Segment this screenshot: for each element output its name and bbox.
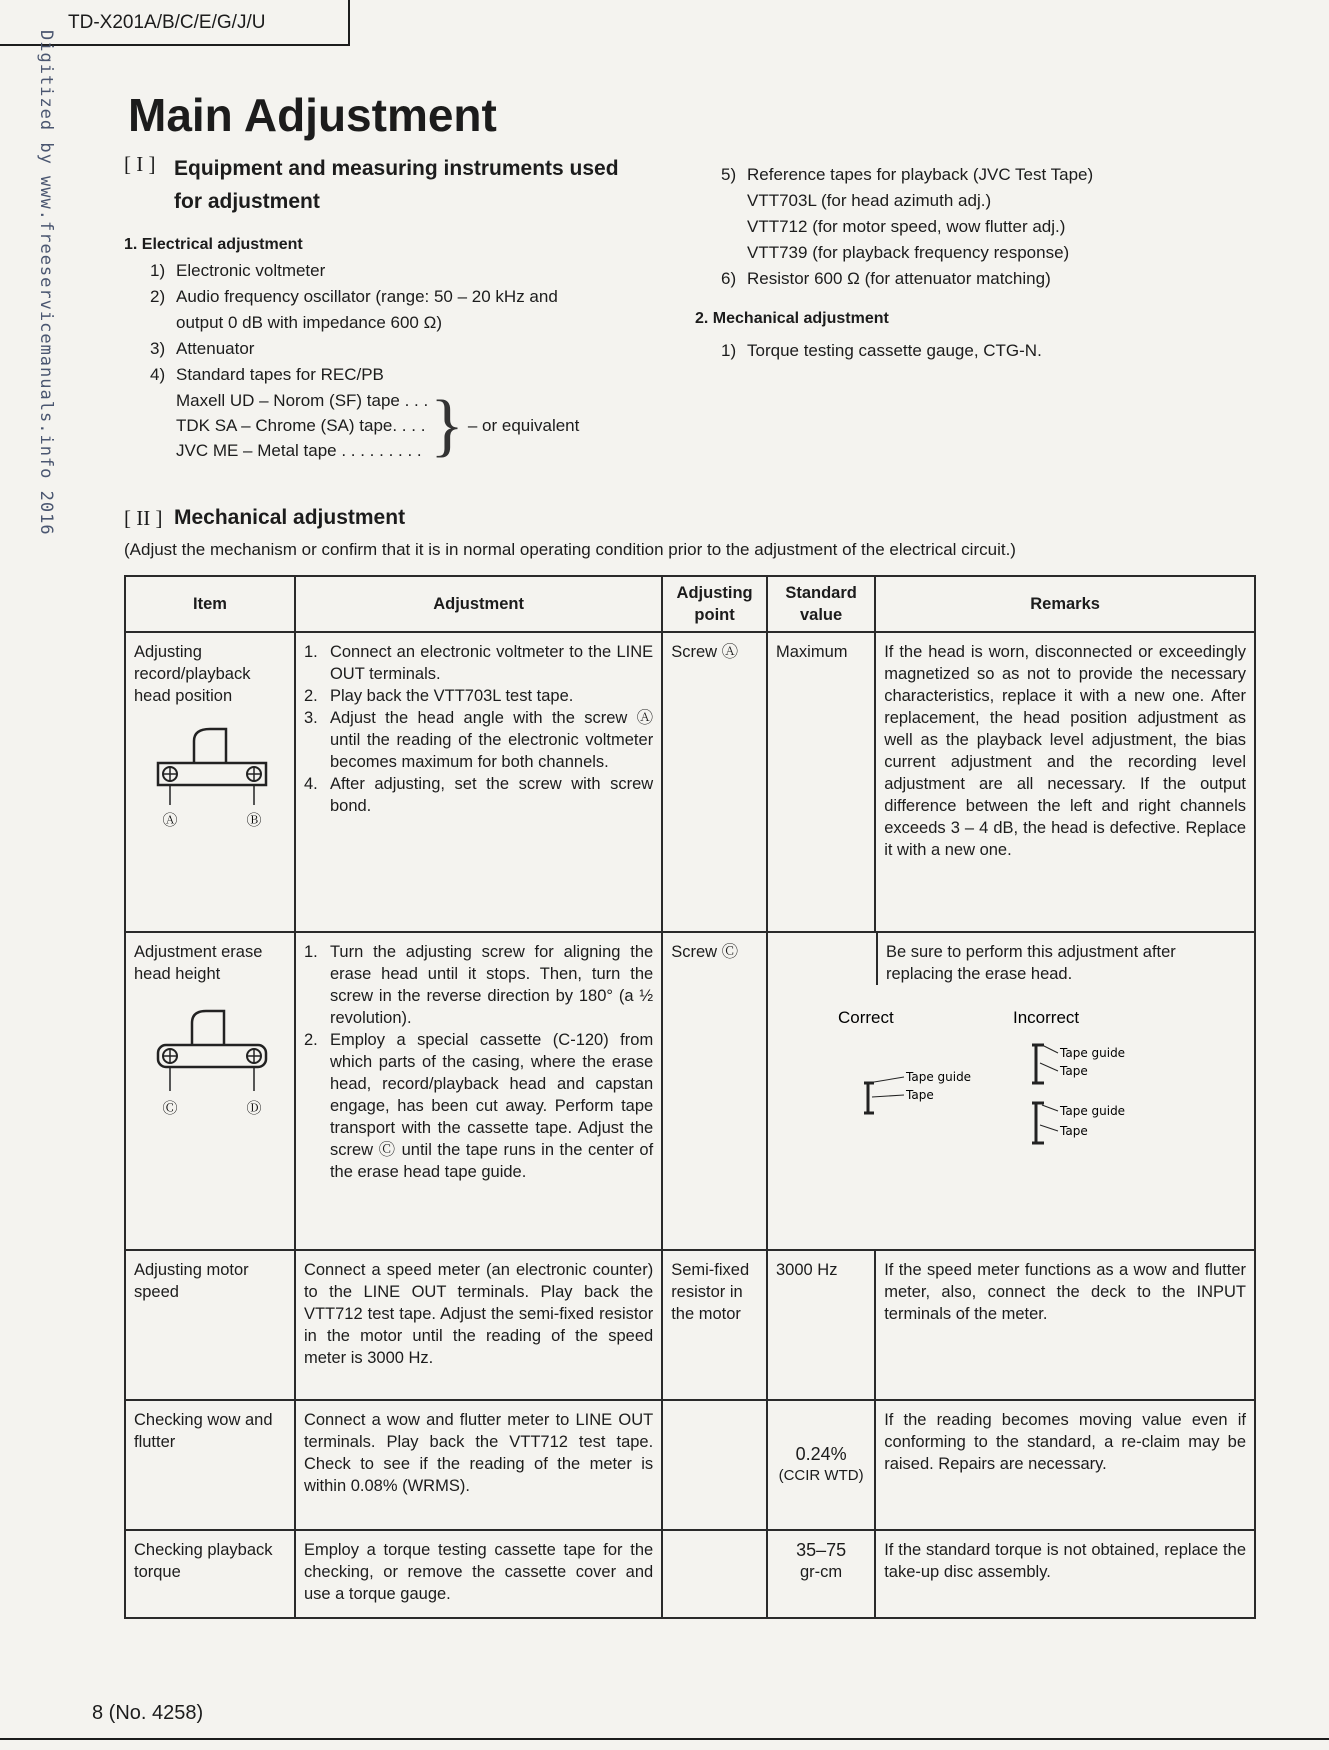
item-text: VTT712 (for motor speed, wow flutter adj.) bbox=[747, 217, 1066, 236]
table-row bbox=[125, 1400, 1255, 1530]
tape-guide-label: Tape guide bbox=[1059, 1104, 1126, 1118]
step: 2. Employ a special cassette (C-120) from which parts of the casing, where the erase head, record/playback head and capstan engage, has been cut away. Perform tape transport with the cassette tape. Adjust the screw Ⓒ until the tape runs in the center of the erase head tape guide. bbox=[303, 1031, 654, 1181]
section1-left bbox=[124, 152, 684, 463]
section1-heading bbox=[124, 152, 684, 218]
tape-guide-diagram bbox=[768, 993, 1254, 1223]
header-remarks: Remarks bbox=[875, 576, 1255, 632]
tape-label: Tape bbox=[905, 1088, 934, 1102]
item-continuation: output 0 dB with impedance 600 Ω) bbox=[176, 313, 442, 332]
item-number: 4) bbox=[150, 365, 166, 384]
list-item bbox=[721, 266, 1255, 292]
item-label: Adjustment erase head height bbox=[134, 943, 263, 983]
standard-cell: Maximum bbox=[767, 632, 875, 932]
point-cell: Screw Ⓒ bbox=[662, 932, 767, 1250]
item-number: 3) bbox=[150, 339, 166, 358]
section2-number: [ II ] bbox=[124, 506, 163, 530]
item-number: 1) bbox=[721, 341, 737, 360]
tape-label: Tape bbox=[1059, 1124, 1088, 1138]
table-row bbox=[125, 932, 1255, 1250]
erase-head-diagram bbox=[144, 1001, 284, 1131]
header-adjustment: Adjustment bbox=[295, 576, 662, 632]
adjustment-table bbox=[124, 575, 1256, 1619]
table-row bbox=[125, 632, 1255, 932]
item-text: Torque testing cassette gauge, CTG-N. bbox=[747, 341, 1042, 360]
screw-a-label: Ⓐ bbox=[162, 811, 178, 829]
list-item bbox=[150, 336, 684, 362]
standard-unit: gr-cm bbox=[800, 1563, 843, 1581]
mechanical-heading: 2. Mechanical adjustment bbox=[695, 310, 889, 327]
list-item bbox=[150, 362, 684, 388]
item-text: Standard tapes for REC/PB bbox=[176, 365, 384, 384]
correct-label: Correct bbox=[837, 1008, 894, 1027]
section1-right bbox=[695, 158, 1255, 364]
item-number: 1) bbox=[150, 261, 166, 280]
tape-jvc: JVC ME – Metal tape . . . . . . . . . bbox=[176, 441, 422, 460]
item-cell: Adjusting motor speed bbox=[125, 1250, 295, 1400]
adjustment-cell bbox=[295, 932, 662, 1250]
list-item bbox=[721, 162, 1255, 188]
standard-cell: 3000 Hz bbox=[767, 1250, 875, 1400]
step: 2. Play back the VTT703L test tape. bbox=[303, 687, 574, 705]
reference-list bbox=[695, 162, 1255, 364]
incorrect-label: Incorrect bbox=[1012, 1008, 1080, 1027]
section1-title: Equipment and measuring instruments used for adjustment bbox=[174, 157, 619, 213]
tape-maxell: Maxell UD – Norom (SF) tape . . . bbox=[176, 391, 429, 410]
standard-value: 0.24% bbox=[795, 1444, 847, 1464]
standard-cell bbox=[768, 933, 878, 985]
item-text: Audio frequency oscillator (range: 50 – 20 kHz and bbox=[176, 287, 558, 306]
header-point: Adjusting point bbox=[662, 576, 767, 632]
remarks-cell: Be sure to perform this adjustment after replacing the erase head. bbox=[885, 943, 1176, 983]
remarks-cell: If the reading becomes moving value even if conforming to the standard, a re-claim may be raised. Repairs are necessary. bbox=[875, 1400, 1255, 1530]
standard-cell bbox=[767, 1530, 875, 1618]
step: 1. Connect an electronic voltmeter to the LINE OUT terminals. bbox=[303, 643, 654, 683]
item-text: Reference tapes for playback (JVC Test Tape) bbox=[747, 165, 1094, 184]
tape-guide-label: Tape guide bbox=[1059, 1046, 1126, 1060]
list-item bbox=[150, 284, 684, 310]
section1-number: [ I ] bbox=[124, 152, 156, 176]
point-cell bbox=[662, 1400, 767, 1530]
table-header-row bbox=[125, 576, 1255, 632]
table-row bbox=[125, 1250, 1255, 1400]
tape-tdk: TDK SA – Chrome (SA) tape. . . . bbox=[176, 416, 426, 435]
tape-label: Tape bbox=[1059, 1064, 1088, 1078]
list-item bbox=[721, 338, 1255, 364]
adjustment-cell: Employ a torque testing cassette tape for the checking, or remove the cassette cover and use a torque gauge. bbox=[295, 1530, 662, 1618]
screw-b-label: Ⓑ bbox=[246, 811, 262, 829]
adjustment-cell: Connect a wow and flutter meter to LINE OUT terminals. Play back the VTT712 test tape. Check to see if the reading of the meter is within 0.08% (WRMS). bbox=[295, 1400, 662, 1530]
adjustment-cell: Connect a speed meter (an electronic counter) to the LINE OUT terminals. Play back the VTT712 test tape. Adjust the semi-fixed resistor in the motor until the reading of the speed meter is 3000 Hz. bbox=[295, 1250, 662, 1400]
electrical-heading: 1. Electrical adjustment bbox=[124, 236, 303, 253]
screw-d-label: Ⓓ bbox=[246, 1099, 262, 1117]
table-row bbox=[125, 1530, 1255, 1618]
item-text: VTT739 (for playback frequency response) bbox=[747, 243, 1070, 262]
tape-guide-label: Tape guide bbox=[905, 1070, 972, 1084]
standard-value: 35–75 bbox=[796, 1540, 847, 1560]
standard-tapes bbox=[176, 388, 684, 463]
item-number: 6) bbox=[721, 269, 737, 288]
item-text: VTT703L (for head azimuth adj.) bbox=[747, 191, 992, 210]
item-cell bbox=[125, 932, 295, 1250]
item-text: Electronic voltmeter bbox=[176, 261, 326, 280]
point-cell: Semi-fixed resistor in the motor bbox=[662, 1250, 767, 1400]
page-number: 8 (No. 4258) bbox=[92, 1702, 204, 1724]
step: 3. Adjust the head angle with the screw Ⓐ until the reading of the electronic voltmeter becomes maximum for both channels. bbox=[303, 709, 654, 771]
item-cell: Checking wow and flutter bbox=[125, 1400, 295, 1530]
section2-heading bbox=[124, 506, 1324, 531]
point-cell: Screw Ⓐ bbox=[662, 632, 767, 932]
adjustment-cell bbox=[295, 632, 662, 932]
head-position-diagram bbox=[144, 723, 284, 833]
standard-note: (CCIR WTD) bbox=[778, 1467, 864, 1484]
brace-icon: } bbox=[430, 387, 464, 464]
section2-note: (Adjust the mechanism or confirm that it is in normal operating condition prior to the adjustment of the electrical circuit.) bbox=[124, 540, 1016, 559]
item-number: 2) bbox=[150, 287, 166, 306]
model-number: TD-X201A/B/C/E/G/J/U bbox=[68, 12, 266, 33]
header-item: Item bbox=[125, 576, 295, 632]
remarks-cell: If the speed meter functions as a wow and flutter meter, also, connect the deck to the INPUT terminals of the meter. bbox=[875, 1250, 1255, 1400]
step: 1. Turn the adjusting screw for aligning the erase head until it stops. Then, turn the screw in the reverse direction by 180° (a ½ revolution). bbox=[303, 943, 654, 1027]
equivalent-note: – or equivalent bbox=[467, 415, 580, 435]
screw-c-label: Ⓒ bbox=[162, 1099, 178, 1117]
step: 4. After adjusting, set the screw with screw bond. bbox=[303, 775, 654, 815]
watermark: Digitized by www.freeservicemanuals.info 2016 bbox=[36, 30, 56, 536]
header-standard: Standard value bbox=[767, 576, 875, 632]
remarks-cell: If the head is worn, disconnected or exceedingly magnetized so as not to provide the necessary characteristics, replace it with a new one. After replacement, the head position adjustment as well as the playback level adjustment, the bias current adjustment and the recording level adjustment are all necessary. If the output difference between the left and right channels exceeds 3 – 4 dB, the head is defective. Replace it with a new one. bbox=[875, 632, 1255, 932]
item-text: Attenuator bbox=[176, 339, 255, 358]
list-item bbox=[150, 258, 684, 284]
standard-cell bbox=[767, 1400, 875, 1530]
item-cell bbox=[125, 632, 295, 932]
item-cell: Checking playback torque bbox=[125, 1530, 295, 1618]
point-cell bbox=[662, 1530, 767, 1618]
item-label: Adjusting record/playback head position bbox=[134, 643, 251, 705]
standard-remarks-cell bbox=[767, 932, 1255, 1250]
bottom-rule bbox=[0, 1738, 1329, 1740]
item-number: 5) bbox=[721, 165, 737, 184]
remarks-cell: If the standard torque is not obtained, replace the take-up disc assembly. bbox=[875, 1530, 1255, 1618]
item-text: Resistor 600 Ω (for attenuator matching) bbox=[747, 269, 1051, 288]
electrical-list bbox=[150, 258, 684, 388]
page-title: Main Adjustment bbox=[128, 89, 497, 141]
section2-title: Mechanical adjustment bbox=[174, 506, 406, 529]
